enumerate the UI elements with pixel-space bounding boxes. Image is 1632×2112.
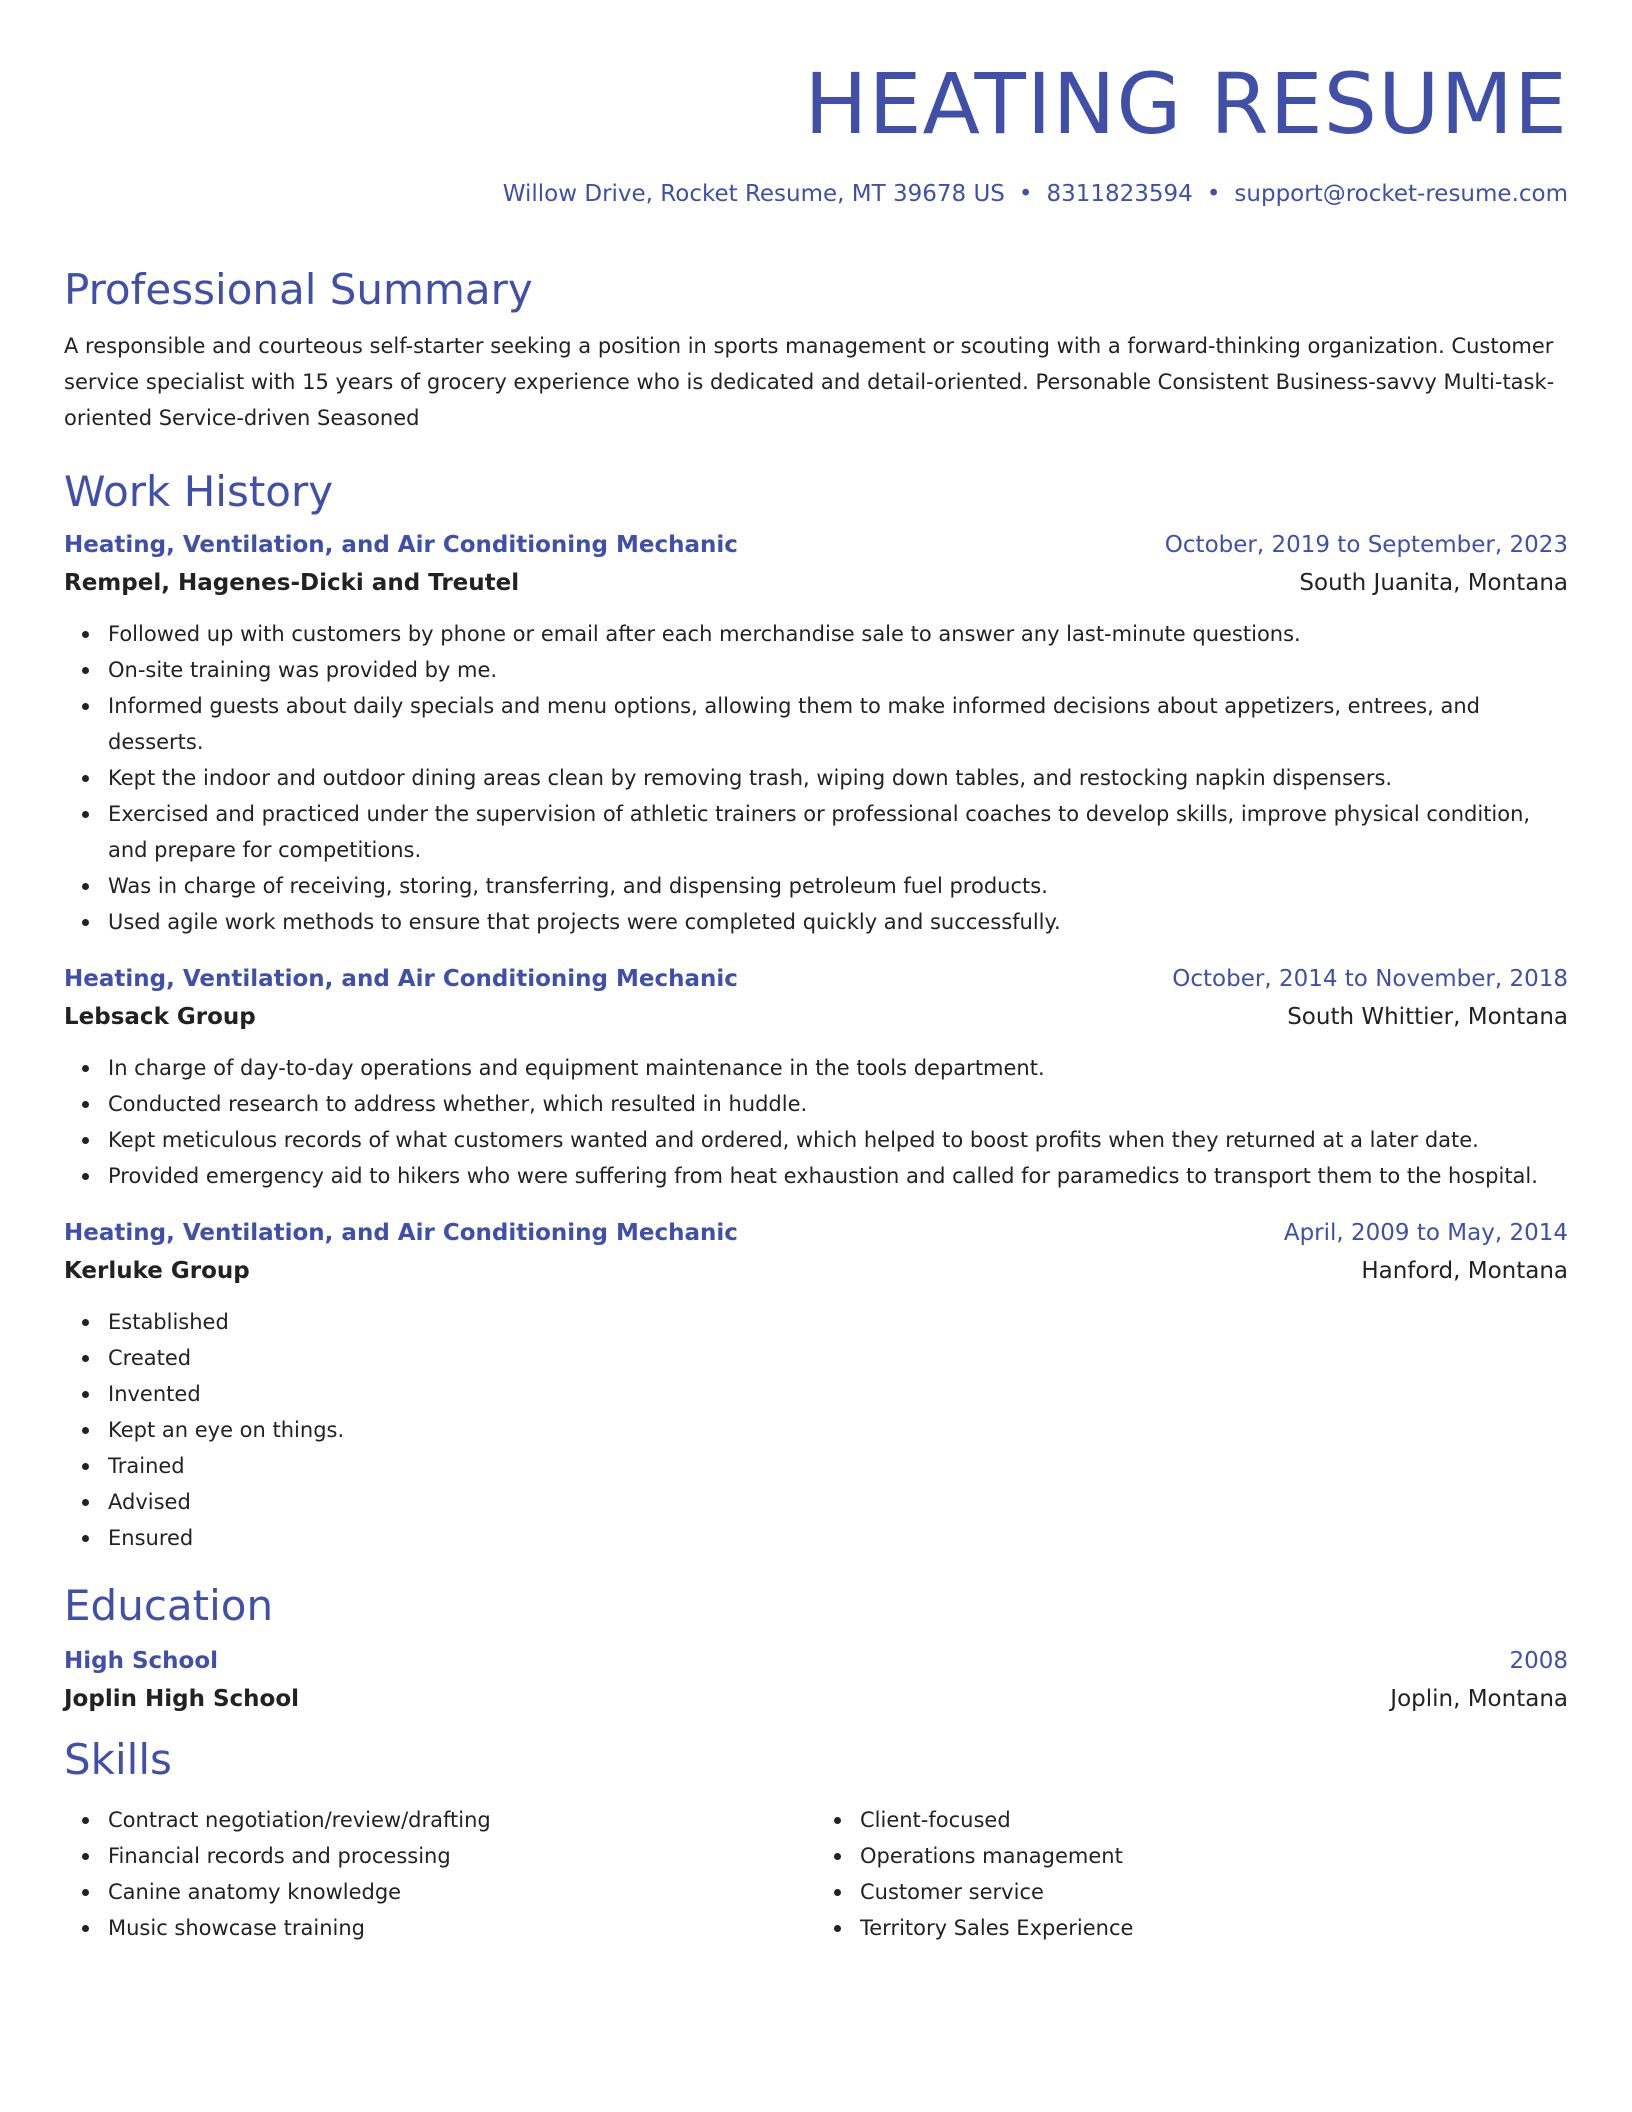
job-bullets: [64, 1304, 1568, 1556]
contact-line: [503, 178, 1568, 210]
list-item: Informed guests about daily specials and menu options, allowing them to make informed decisions about appetizers, entrees, and desserts.: [108, 688, 1568, 760]
skill-item: Operations management: [860, 1838, 1568, 1874]
job-location: Hanford, Montana: [1361, 1258, 1568, 1284]
list-item: Kept the indoor and outdoor dining areas clean by removing trash, wiping down tables, and restocking napkin dispensers.: [108, 760, 1568, 796]
contact-phone: 8311823594: [1046, 181, 1193, 207]
skill-item: Client-focused: [860, 1802, 1568, 1838]
job-entry: [64, 960, 1568, 1194]
list-item: Used agile work methods to ensure that projects were completed quickly and successfully.: [108, 904, 1568, 940]
job-title: Heating, Ventilation, and Air Conditioning Mechanic: [64, 966, 738, 992]
work-history-heading: Work History: [64, 467, 334, 516]
job-entry: [64, 1214, 1568, 1556]
job-dates: April, 2009 to May, 2014: [1283, 1220, 1568, 1246]
resume-content: [64, 262, 1568, 1946]
list-item: In charge of day-to-day operations and equipment maintenance in the tools department.: [108, 1050, 1568, 1086]
list-item: Created: [108, 1340, 1568, 1376]
contact-separator: •: [1018, 181, 1033, 207]
list-item: On-site training was provided by me.: [108, 652, 1568, 688]
skills-heading: Skills: [64, 1735, 172, 1784]
skill-item: Canine anatomy knowledge: [108, 1874, 816, 1910]
skills-list-left: [64, 1802, 816, 1946]
list-item: Advised: [108, 1484, 1568, 1520]
job-bullets: [64, 1050, 1568, 1194]
skills-list-right: [816, 1802, 1568, 1946]
list-item: Kept an eye on things.: [108, 1412, 1568, 1448]
education-school: Joplin High School: [64, 1686, 300, 1712]
summary-text: A responsible and courteous self-starter seeking a position in sports management or scouting with a forward-thinking organization. Customer service specialist with 15 years of grocery experience who is dedicated and detail-oriented. Personable Consistent Business-savvy Multi-task-oriented Service-driven Seasoned: [64, 334, 1555, 430]
list-item: Ensured: [108, 1520, 1568, 1556]
job-dates: October, 2019 to September, 2023: [1164, 532, 1568, 558]
education-heading: Education: [64, 1581, 274, 1630]
job-company: Lebsack Group: [64, 1004, 256, 1030]
list-item: Was in charge of receiving, storing, transferring, and dispensing petroleum fuel products.: [108, 868, 1568, 904]
job-location: South Whittier, Montana: [1287, 1004, 1568, 1030]
list-item: Trained: [108, 1448, 1568, 1484]
list-item: Established: [108, 1304, 1568, 1340]
list-item: Followed up with customers by phone or email after each merchandise sale to answer any last-minute questions.: [108, 616, 1568, 652]
job-title: Heating, Ventilation, and Air Conditioning Mechanic: [64, 1220, 738, 1246]
summary-heading: Professional Summary: [64, 265, 533, 314]
skill-item: Customer service: [860, 1874, 1568, 1910]
skill-item: Music showcase training: [108, 1910, 816, 1946]
contact-address: Willow Drive, Rocket Resume, MT 39678 US: [502, 181, 1005, 207]
work-history-section: [64, 464, 1568, 1556]
list-item: Invented: [108, 1376, 1568, 1412]
skills-columns: [64, 1802, 1568, 1946]
list-item: Provided emergency aid to hikers who were suffering from heat exhaustion and called for paramedics to transport them to the hospital.: [108, 1158, 1568, 1194]
skill-item: Financial records and processing: [108, 1838, 816, 1874]
education-entry: [64, 1642, 1568, 1718]
job-bullets: [64, 616, 1568, 940]
education-degree: High School: [64, 1648, 219, 1674]
list-item: Kept meticulous records of what customers wanted and ordered, which helped to boost profits when they returned at a later date.: [108, 1122, 1568, 1158]
summary-section: [64, 262, 1568, 436]
job-company: Rempel, Hagenes-Dicki and Treutel: [64, 570, 520, 596]
skill-item: Contract negotiation/review/drafting: [108, 1802, 816, 1838]
contact-separator: •: [1206, 181, 1221, 207]
education-year: 2008: [1509, 1648, 1568, 1674]
list-item: Exercised and practiced under the supervision of athletic trainers or professional coaches to develop skills, improve physical condition, and prepare for competitions.: [108, 796, 1568, 868]
job-dates: October, 2014 to November, 2018: [1172, 966, 1568, 992]
education-location: Joplin, Montana: [1390, 1686, 1568, 1712]
resume-name: HEATING RESUME: [804, 55, 1568, 153]
skills-section: [64, 1732, 1568, 1946]
education-section: [64, 1578, 1568, 1718]
job-entry: [64, 526, 1568, 940]
skill-item: Territory Sales Experience: [860, 1910, 1568, 1946]
job-location: South Juanita, Montana: [1299, 570, 1568, 596]
job-company: Kerluke Group: [64, 1258, 250, 1284]
job-title: Heating, Ventilation, and Air Conditioning Mechanic: [64, 532, 738, 558]
list-item: Conducted research to address whether, which resulted in huddle.: [108, 1086, 1568, 1122]
contact-email: support@rocket-resume.com: [1234, 181, 1568, 207]
